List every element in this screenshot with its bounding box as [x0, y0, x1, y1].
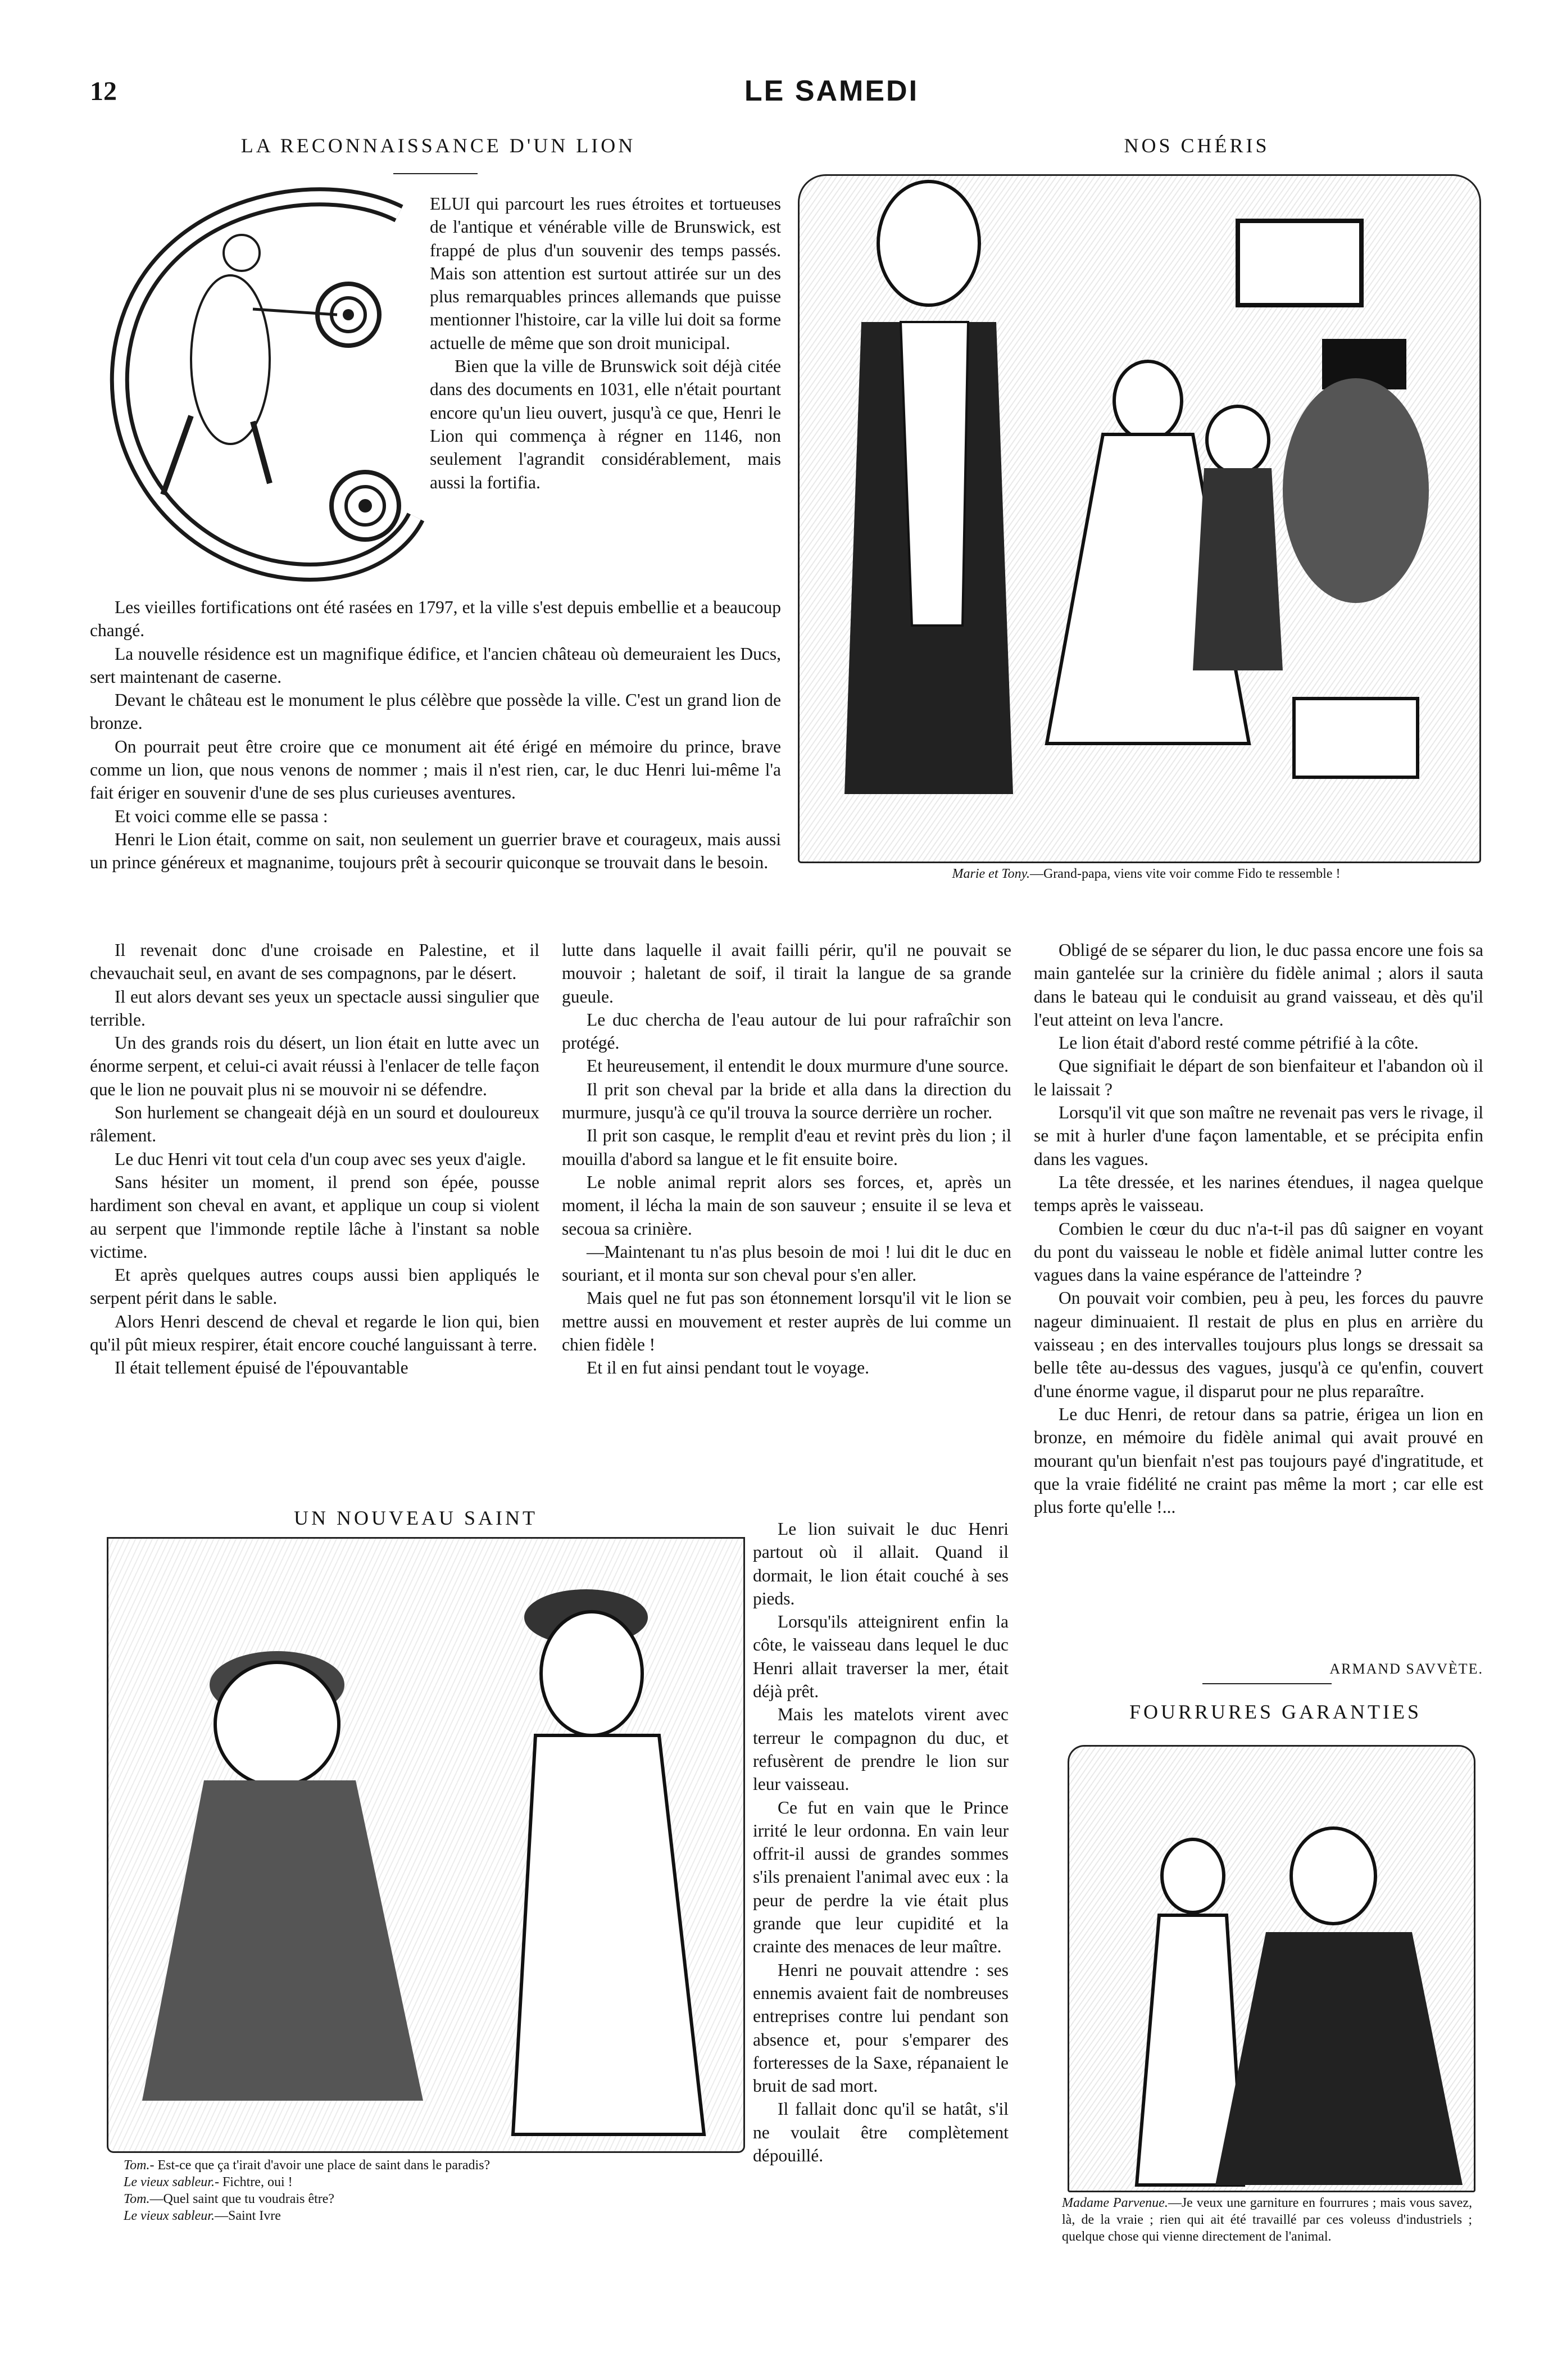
paragraph: Bien que la ville de Brunswick soit déjà citée dans des documents en 1031, elle n'était pourtant encore qu'un lieu ouvert, jusqu'à ce que, Henri le Lion qui commença à régner en 1146, non seulement l'agrandit considérablement, mais aussi la fortifia.: [430, 356, 781, 492]
paragraph: —Maintenant tu n'as plus besoin de moi ! lui dit le duc en souriant, et il monta sur son cheval pour s'en aller.: [562, 1241, 1011, 1285]
paragraph: Lorsqu'ils atteignirent enfin la côte, le vaisseau dans lequel le duc Henri allait traverser la mer, était déjà prêt.: [753, 1612, 1009, 1702]
article-column-intro: [430, 192, 781, 494]
paragraph: Et heureusement, il entendit le doux murmure d'une source.: [587, 1056, 1009, 1076]
paragraph: Et après quelques autres coups aussi bien appliqués le serpent périt dans le sable.: [90, 1265, 539, 1308]
caption-text: - Est-ce que ça t'irait d'avoir une place de saint dans le paradis?: [149, 2158, 491, 2173]
nouveau-saint-title: UN NOUVEAU SAINT: [294, 1507, 538, 1529]
paragraph: Le lion était d'abord resté comme pétrifié à la côte.: [1059, 1033, 1419, 1053]
caption-speaker: Le vieux sableur.: [124, 2209, 215, 2223]
paragraph: Un des grands rois du désert, un lion était en lutte avec un énorme serpent, et celui-ci avait réussi à l'enlacer de telle façon que le lion ne pouvait plus ni se mouvoir ni se défendre.: [90, 1033, 539, 1099]
caption-text: - Fichtre, oui !: [214, 2175, 293, 2189]
paragraph: Henri le Lion était, comme on sait, non seulement un guerrier brave et courageux, mais aussi un prince généreux et magnanime, toujours prêt à secourir quiconque se trouvait dans le besoin.: [90, 829, 781, 873]
paragraph: On pouvait voir combien, peu à peu, les forces du pauvre nageur diminuaient. Il restait de plus en plus en arrière du vaisseau ; en des intervalles toujours plus longs se dressait sa belle tête au-dessus des vagues, jusqu'à ce qu'enfin, couvert d'une énorme vague, il disparut pour ne plus reparaître.: [1034, 1288, 1483, 1401]
dialogue-line: [124, 2174, 742, 2191]
article-column-middle-narrow: [753, 1517, 1009, 2167]
fourrures-illustration: [1068, 1745, 1475, 2192]
paragraph: Henri ne pouvait attendre : ses ennemis avaient fait de nombreuses entreprises contre lui pendant son absence et, pour s'emparer des forteresses de la Saxe, répanaient le bruit de sad mort.: [753, 1960, 1009, 2096]
caption-speaker: Marie et Tony.: [952, 867, 1030, 881]
caption-text: —Quel saint que tu voudrais être?: [149, 2192, 335, 2206]
two-men-engraving-icon: [108, 1539, 743, 2151]
paragraph: On pourrait peut être croire que ce monument ait été érigé en mémoire du prince, brave comme un lion, que nous venons de nommer ; mais il n'est rien, car, le duc Henri lui-même l'a fait ériger en souvenir d'une de ses plus curieuses aventures.: [90, 736, 781, 803]
paragraph: Et il en fut ainsi pendant tout le voyage.: [587, 1358, 870, 1378]
paragraph: Il revenait donc d'une croisade en Palestine, et il chevauchait seul, en avant de ses compagnons, par le désert.: [90, 940, 539, 983]
fourrures-caption: [1062, 2195, 1472, 2245]
paragraph: Il était tellement épuisé de l'épouvantable: [115, 1358, 408, 1378]
dialogue-line: [124, 2191, 742, 2207]
paragraph: Mais quel ne fut pas son étonnement lorsqu'il vit le lion se mettre aussi en mouvement et rester auprès de lui comme un chien fidèle !: [562, 1288, 1011, 1355]
paragraph: Le duc Henri vit tout cela d'un coup avec ses yeux d'aigle.: [115, 1149, 526, 1169]
title-divider: [393, 173, 478, 174]
paragraph: Ce fut en vain que le Prince irrité le leur ordonna. En vain leur offrit-il aussi de grandes sommes s'ils prenaient l'animal avec eux : la peur de perdre la vie était plus grande que leur cupidité et la crainte des menaces de leur maître.: [753, 1797, 1009, 1957]
paragraph: Combien le cœur du duc n'a-t-il pas dû saigner en voyant du pont du vaisseau le noble et fidèle animal lutter contre les vagues dans la vaine espérance de l'atteindre ?: [1034, 1218, 1483, 1285]
paragraph: Mais les matelots virent avec terreur le compagnon du duc, et refusèrent de prendre le lion sur leur vaisseau.: [753, 1704, 1009, 1794]
paragraph: La tête dressée, et les narines étendues, il nagea quelque temps après le vaisseau.: [1034, 1172, 1483, 1216]
nos-cheris-caption: [809, 865, 1483, 882]
paragraph: Lorsqu'il vit que son maître ne revenait pas vers le rivage, il se mit à hurler d'une façon lamentable, et se précipita enfin dans les vagues.: [1034, 1103, 1483, 1169]
paragraph: Que signifiait le départ de son bienfaiteur et l'abandon où il le laissait ?: [1034, 1056, 1483, 1099]
page-number: 12: [90, 76, 117, 106]
nos-cheris-illustration: [798, 174, 1481, 863]
caption-speaker: Le vieux sableur.: [124, 2175, 215, 2189]
paragraph: Et voici comme elle se passa :: [115, 806, 328, 826]
article-column-right: [1034, 939, 1483, 1518]
section-divider: [1202, 1683, 1332, 1684]
paragraph: Il eut alors devant ses yeux un spectacle aussi singulier que terrible.: [90, 986, 539, 1030]
fur-shop-engraving-icon: [1069, 1747, 1474, 2191]
article-author: ARMAND SAVVÈTE.: [1329, 1661, 1483, 1677]
caption-text: —Saint Ivre: [214, 2209, 281, 2223]
ornamental-c-icon: [84, 180, 424, 584]
article-column-main: [90, 596, 781, 874]
caption-text: —Grand-papa, viens vite voir comme Fido te ressemble !: [1029, 867, 1341, 881]
paragraph: La nouvelle résidence est un magnifique édifice, et l'ancien château où demeuraient les Ducs, sert maintenant de caserne.: [90, 643, 781, 687]
paragraph: Le noble animal reprit alors ses forces, et, après un moment, il lécha la main de son sauveur ; ensuite il se leva et secoua sa crinière.: [562, 1172, 1011, 1239]
paragraph: Il prit son cheval par la bride et alla dans la direction du murmure, jusqu'à ce qu'il trouva la source derrière un rocher.: [562, 1079, 1011, 1123]
nouveau-saint-caption: [124, 2157, 742, 2224]
caption-speaker: Tom.: [124, 2158, 150, 2173]
paragraph: Le duc chercha de l'eau autour de lui pour rafraîchir son protégé.: [562, 1009, 1011, 1053]
article-column-left: [90, 939, 539, 1380]
article-title: LA RECONNAISSANCE D'UN LION: [240, 134, 636, 157]
paragraph: Alors Henri descend de cheval et regarde le lion qui, bien qu'il pût mieux respirer, était encore couché languissant à terre.: [90, 1311, 539, 1355]
paragraph: Devant le château est le monument le plus célèbre que possède la ville. C'est un grand lion de bronze.: [90, 690, 781, 733]
nouveau-saint-illustration: [107, 1537, 745, 2153]
paragraph: Il fallait donc qu'il se hatât, s'il ne voulait être complètement dépouillé.: [753, 2099, 1009, 2166]
dialogue-line: [124, 2157, 742, 2174]
caption-speaker: Madame Parvenue.: [1062, 2196, 1168, 2210]
caption-speaker: Tom.: [124, 2192, 150, 2206]
caption-text: —Je veux une garniture en fourrures ; mais vous savez, là, de la vraie ; rien qui ait été travaillé par ces voleuss d'industriels ; quelque chose qui vienne directement de l'animal.: [1062, 2196, 1472, 2244]
decorated-initial-illustration: [84, 180, 424, 584]
paragraph: Les vieilles fortifications ont été rasées en 1797, et la ville s'est depuis embellie et a beaucoup changé.: [90, 597, 781, 641]
paragraph: Son hurlement se changeait déjà en un sourd et douloureux râlement.: [90, 1103, 539, 1146]
nos-cheris-title: NOS CHÉRIS: [1124, 134, 1270, 157]
fourrures-title: FOURRURES GARANTIES: [1129, 1701, 1422, 1723]
paragraph: Il prit son casque, le remplit d'eau et revint près du lion ; il mouilla d'abord sa langue et le fit ensuite boire.: [562, 1126, 1011, 1169]
paragraph: Le duc Henri, de retour dans sa patrie, érigea un lion en bronze, en mémoire du fidèle animal qui avait prouvé en mourant qu'un bienfait n'est pas toujours payé d'ingratitude, et que la vraie fidélité ne craint pas même la mort ; car elle est plus forte qu'elle !...: [1034, 1404, 1483, 1517]
paragraph: Obligé de se séparer du lion, le duc passa encore une fois sa main gantelée sur la crinière du fidèle animal ; alors il sauta dans le bateau qui le conduisit au grand vaisseau, et dès qu'il l'eut atteint on leva l'ancre.: [1034, 940, 1483, 1030]
paragraph: Sans hésiter un moment, il prend son épée, pousse hardiment son cheval en avant, et applique un coup si violent au serpent que l'immonde reptile lâche à l'instant sa noble victime.: [90, 1172, 539, 1262]
paragraph: lutte dans laquelle il avait failli périr, qu'il ne pouvait se mouvoir ; haletant de soif, il tirait la langue de sa grande gueule.: [562, 940, 1011, 1007]
article-column-middle: [562, 939, 1011, 1380]
paragraph: Le lion suivait le duc Henri partout où il allait. Quand il dormait, le lion était couché à ses pieds.: [753, 1519, 1009, 1608]
dialogue-line: [124, 2207, 742, 2224]
newspaper-title: LE SAMEDI: [744, 75, 919, 107]
family-engraving-icon: [800, 176, 1479, 862]
paragraph: ELUI qui parcourt les rues étroites et tortueuses de l'antique et vénérable ville de Brunswick, est frappé de plus d'un souvenir des temps passés. Mais son attention est surtout attirée sur un des plus remarquables princes allemands que puisse mentionner l'histoire, car la ville lui doit sa forme actuelle de même que son droit municipal.: [430, 194, 781, 353]
